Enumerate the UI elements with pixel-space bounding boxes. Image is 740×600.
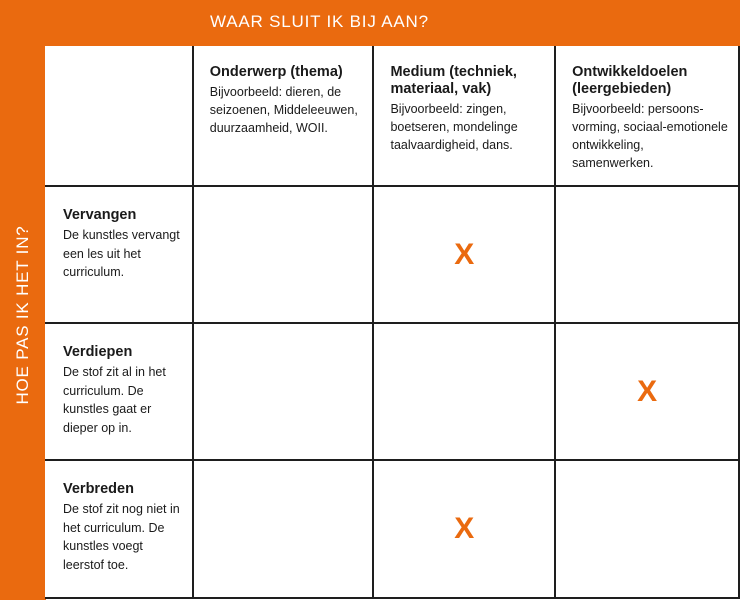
- row-header-verdiepen: [45, 323, 193, 460]
- row-title: Verdiepen: [63, 344, 133, 360]
- header-row: [45, 46, 739, 186]
- matrix-cell: [193, 186, 374, 323]
- side-title: HOE PAS IK HET IN?: [13, 225, 32, 405]
- row-title: Verbreden: [63, 481, 134, 497]
- matrix-cell: [555, 186, 739, 323]
- row-description: De stof zit al in het curriculum. De kunstles gaat er dieper op in.: [63, 365, 166, 435]
- matrix-table: [45, 46, 740, 599]
- column-title: Medium (techniek, materiaal, vak): [390, 64, 517, 97]
- row-description: De stof zit nog niet in het curriculum. De kunstles voegt leerstof toe.: [63, 502, 180, 572]
- row-title: Vervangen: [63, 207, 137, 223]
- column-title: Onderwerp (thema): [209, 64, 343, 80]
- column-header-ontwikkeldoelen: [555, 46, 739, 186]
- column-title: Ontwikkeldoelen (leergebieden): [572, 64, 688, 97]
- matrix-cell: [373, 323, 555, 460]
- column-header-medium: [373, 46, 555, 186]
- x-mark: X: [454, 512, 475, 545]
- corner-cell: [45, 46, 193, 186]
- column-header-onderwerp: [193, 46, 374, 186]
- column-description: Bijvoorbeeld: persoons-vorming, sociaal-emotionele ontwikkeling, samenwerken.: [572, 102, 728, 170]
- table-row-vervangen: [45, 186, 739, 323]
- matrix-cell: [555, 460, 739, 598]
- table-row-verdiepen: [45, 323, 739, 460]
- matrix-cell: [555, 323, 739, 460]
- matrix-cell: [373, 186, 555, 323]
- column-description: Bijvoorbeeld: dieren, de seizoenen, Middeleeuwen, duurzaamheid, WOII.: [209, 85, 358, 135]
- matrix-cell: [193, 323, 374, 460]
- table-row-verbreden: [45, 460, 739, 598]
- matrix-cell: [193, 460, 374, 598]
- row-header-vervangen: [45, 186, 193, 323]
- column-description: Bijvoorbeeld: zingen, boetseren, mondelinge taalvaardigheid, dans.: [390, 102, 518, 152]
- x-mark: X: [637, 374, 658, 408]
- row-header-verbreden: [45, 460, 193, 598]
- x-mark: X: [454, 237, 475, 271]
- top-title: WAAR SLUIT IK BIJ AAN?: [210, 12, 429, 31]
- matrix-cell: [373, 460, 555, 598]
- row-description: De kunstles vervangt een les uit het curriculum.: [63, 228, 180, 279]
